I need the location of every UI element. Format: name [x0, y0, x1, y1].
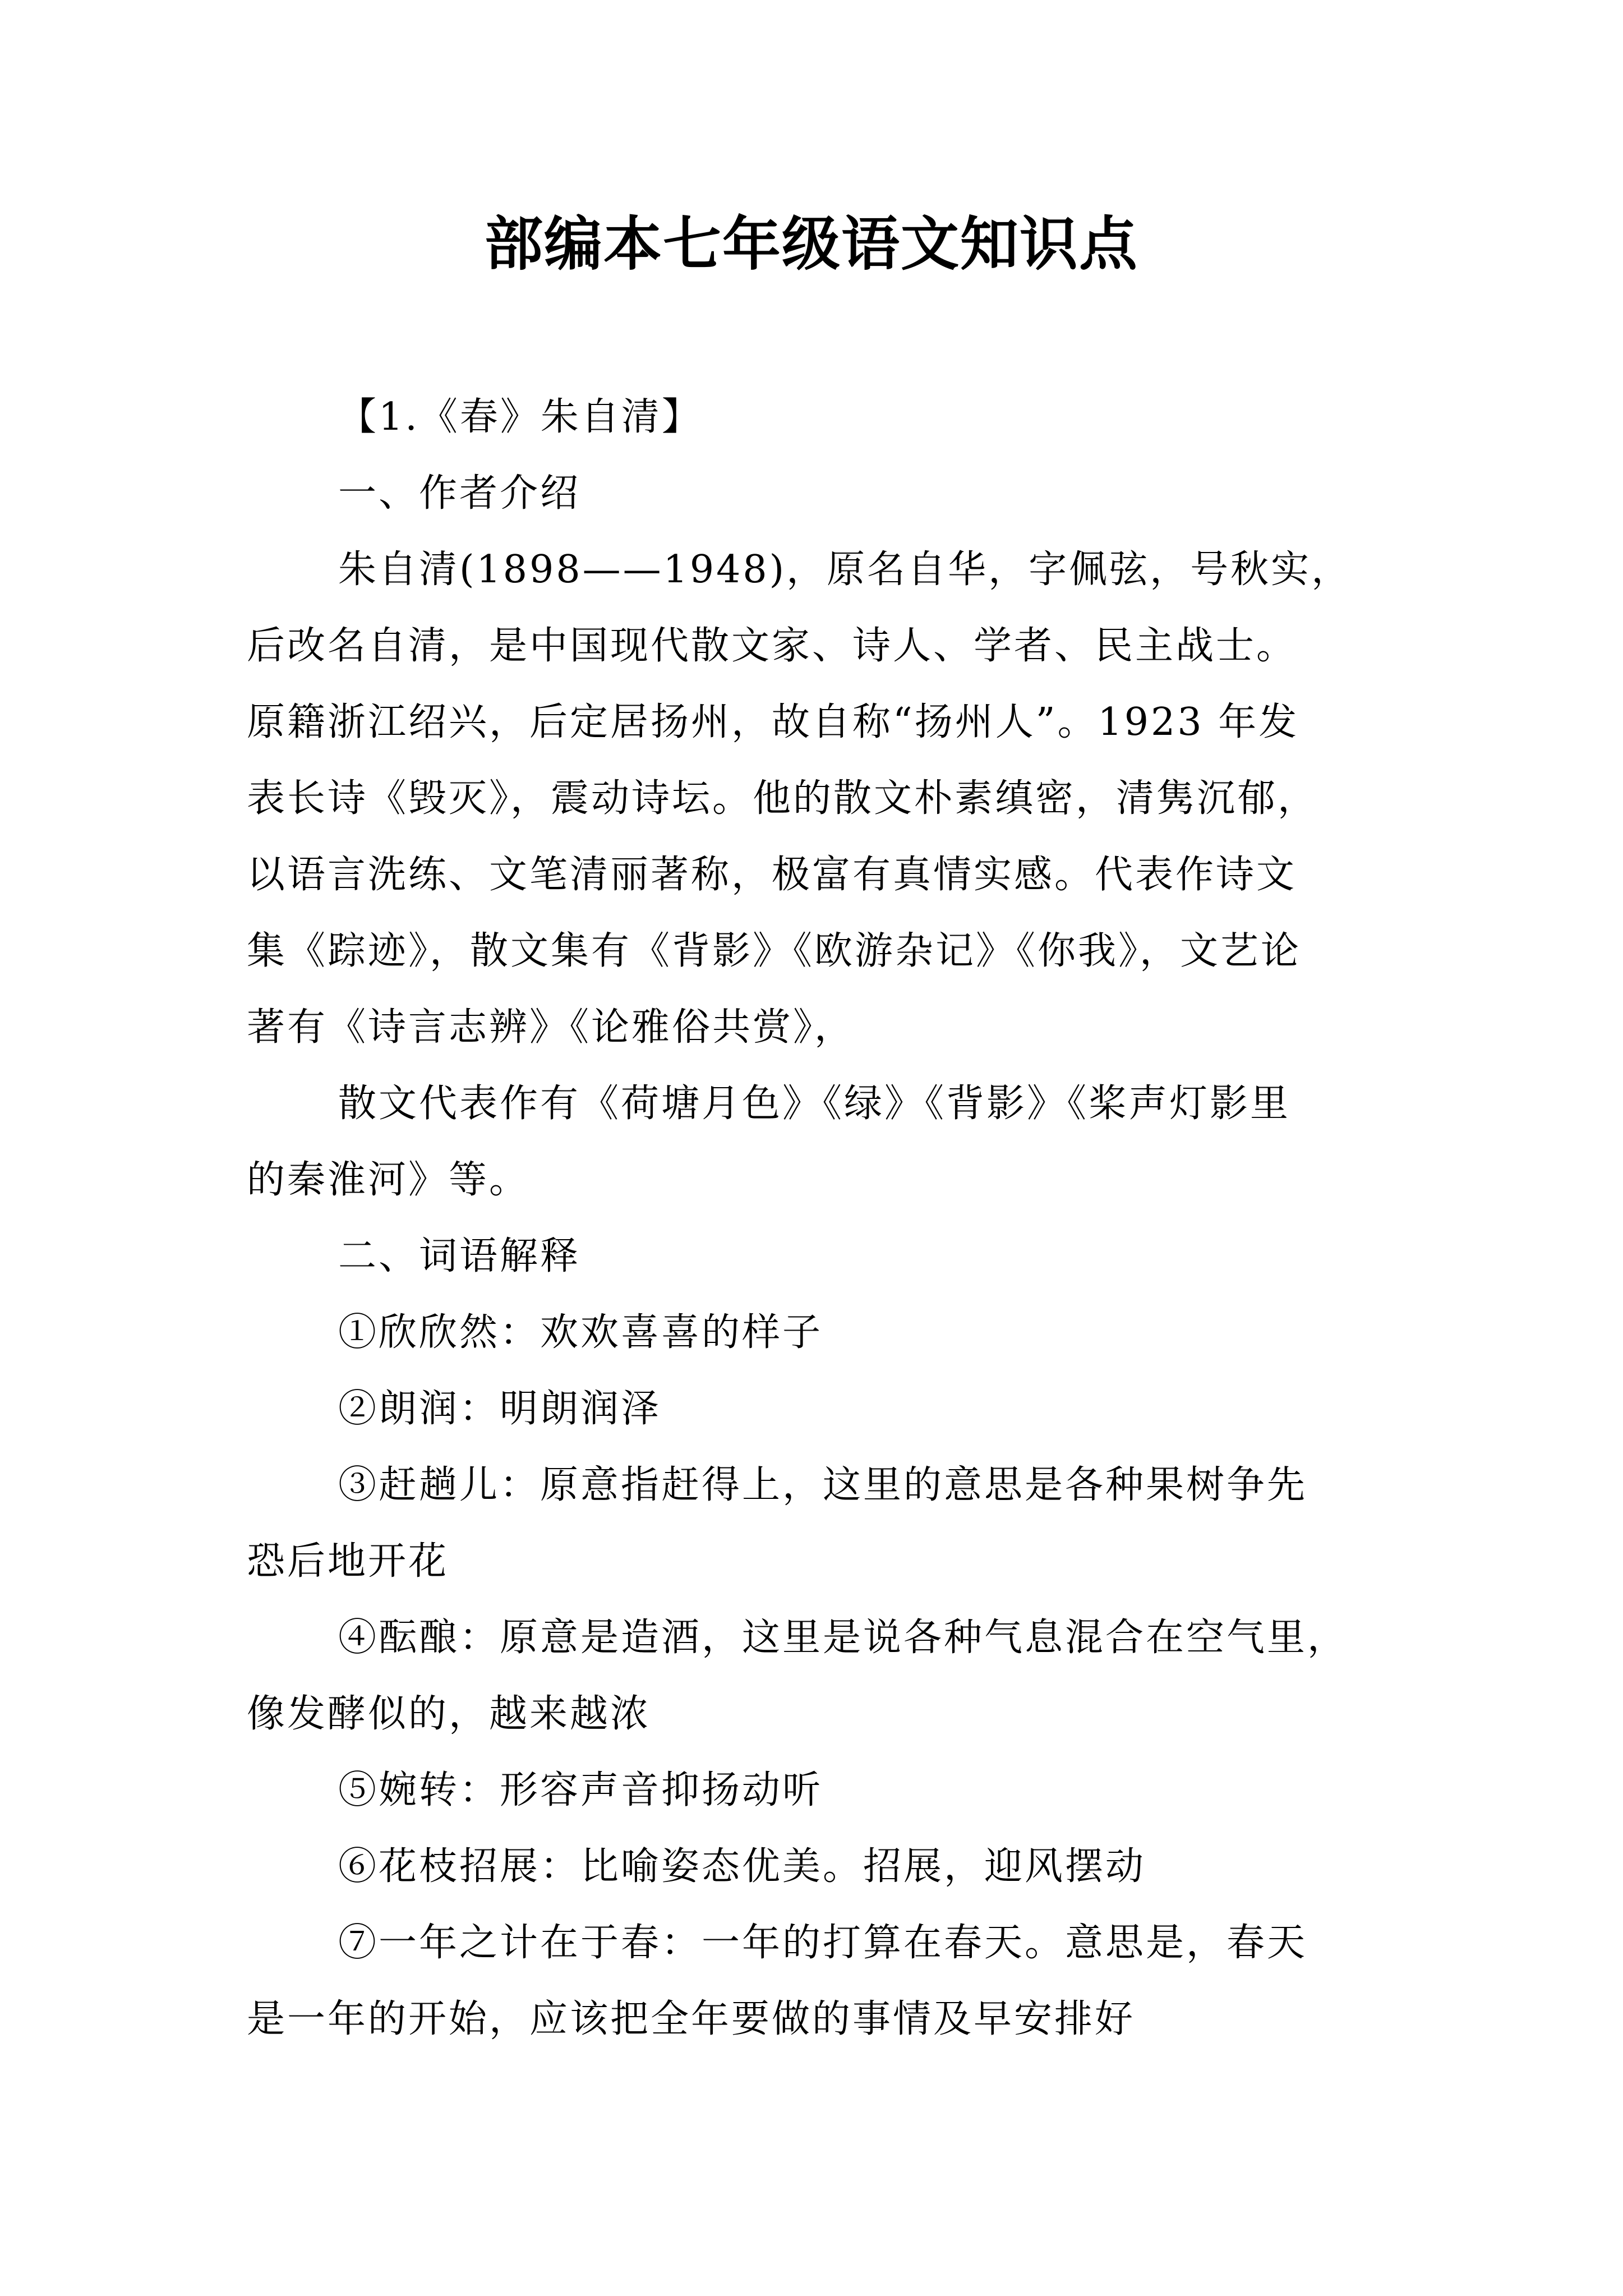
- document-body: [247, 379, 1402, 2058]
- section-heading-chun: 【1.《春》朱自清】: [338, 395, 702, 439]
- vocab-item: ②朗润：明朗润泽: [338, 1387, 662, 1431]
- paragraph-line: 以语言洗练、文笔清丽著称，极富有真情实感。代表作诗文: [247, 853, 1297, 897]
- paragraph-line: 集《踪迹》，散文集有《背影》《欧游杂记》《你我》，文艺论: [247, 929, 1302, 973]
- paragraph-line: 的秦淮河》等。: [247, 1158, 530, 1202]
- vocab-item: ⑥花枝招展：比喻姿态优美。招展，迎风摆动: [338, 1844, 1146, 1889]
- vocab-item: ①欣欣然：欢欢喜喜的样子: [338, 1310, 823, 1355]
- vocab-item-continuation: 像发酵似的，越来越浓: [247, 1692, 651, 1736]
- vocab-item: ④酝酿：原意是造酒，这里是说各种气息混合在空气里，: [338, 1616, 1348, 1660]
- paragraph-line: 表长诗《毁灭》，震动诗坛。他的散文朴素缜密，清隽沉郁，: [247, 776, 1318, 821]
- vocab-item-continuation: 是一年的开始，应该把全年要做的事情及早安排好: [247, 1997, 1136, 2041]
- page-title: 部编本七年级语文知识点: [484, 209, 1138, 278]
- vocab-item: ⑤婉转：形容声音抑扬动听: [338, 1768, 823, 1812]
- paragraph-line: 著有《诗言志辨》《论雅俗共赏》，: [247, 1005, 855, 1050]
- vocab-item: ⑦一年之计在于春：一年的打算在春天。意思是，春天: [338, 1921, 1308, 1965]
- subheading-vocabulary: 二、词语解释: [338, 1234, 581, 1278]
- paragraph-line: 朱自清(1898——1948)，原名自华，字佩弦，号秋实，: [338, 547, 1352, 592]
- vocab-item: ③赶趟儿：原意指赶得上，这里的意思是各种果树争先: [338, 1463, 1308, 1507]
- subheading-author-intro: 一、作者介绍: [338, 471, 581, 516]
- paragraph-line: 原籍浙江绍兴，后定居扬州，故自称“扬州人”。1923 年发: [247, 700, 1299, 744]
- vocab-item-continuation: 恐后地开花: [247, 1539, 449, 1584]
- paragraph-line: 后改名自清，是中国现代散文家、诗人、学者、民主战士。: [247, 624, 1297, 668]
- paragraph-line: 散文代表作有《荷塘月色》《绿》《背影》《桨声灯影里: [338, 1082, 1291, 1126]
